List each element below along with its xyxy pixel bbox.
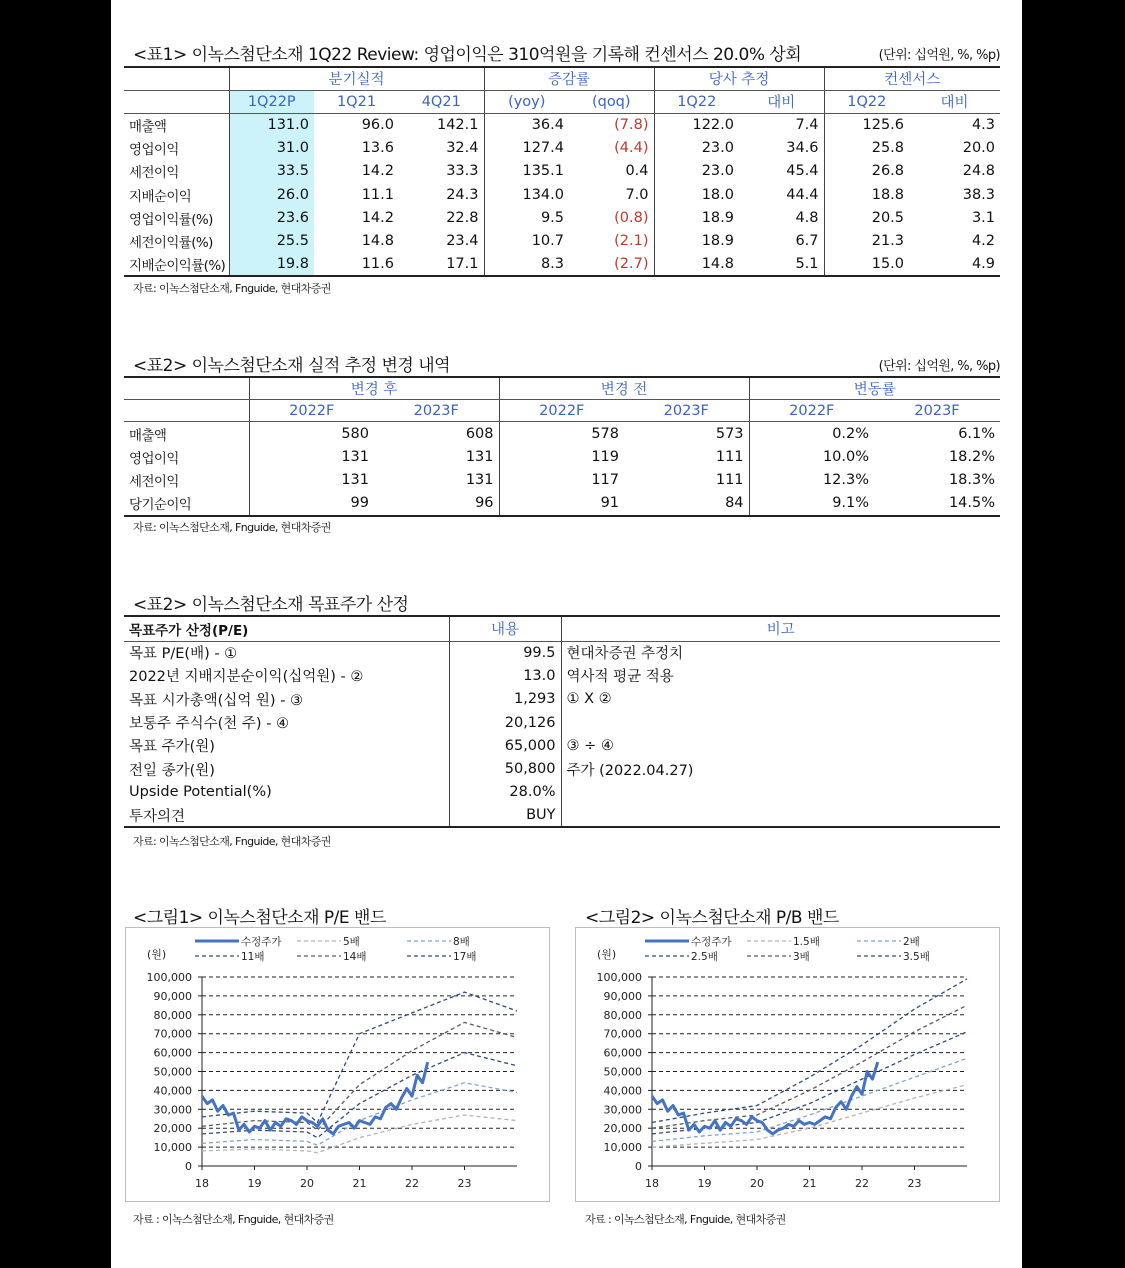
table-cell: 84 bbox=[725, 495, 744, 512]
table1-col-header: 4Q21 bbox=[399, 90, 484, 113]
table-cell: 38.3 bbox=[962, 186, 996, 203]
y-tick-label: 20,000 bbox=[153, 1122, 192, 1136]
table1-unit: (단위: 십억원, %, %p) bbox=[878, 48, 1000, 63]
table-cell: 125.6 bbox=[824, 113, 909, 136]
row-label: 세전이익률(%) bbox=[129, 235, 213, 252]
table3-title: <표2> 이녹스첨단소재 목표주가 산정 bbox=[133, 595, 409, 615]
y-tick-label: 50,000 bbox=[153, 1065, 192, 1079]
table-cell: 10.7 bbox=[484, 229, 569, 252]
table-cell: 131 bbox=[249, 469, 374, 493]
row-label: 영업이익률(%) bbox=[129, 211, 213, 228]
x-tick-label: 20 bbox=[750, 1177, 764, 1190]
table2-col-header: 2023F bbox=[874, 400, 1000, 422]
table2-col-header: 2023F bbox=[374, 400, 499, 422]
table-row bbox=[124, 206, 1000, 229]
y-tick-label: 90,000 bbox=[153, 989, 192, 1003]
pe-band-chart bbox=[125, 927, 550, 1202]
table-cell: 4.9 bbox=[971, 255, 996, 272]
table-cell: 4.2 bbox=[971, 233, 996, 250]
table-cell: 18.0 bbox=[654, 183, 739, 206]
table-cell: 45.4 bbox=[786, 163, 819, 180]
table2-unit: (단위: 십억원, %, %p) bbox=[878, 359, 1000, 374]
legend-label: 3.5배 bbox=[903, 951, 930, 963]
table-cell: 131.0 bbox=[229, 113, 314, 136]
table1-corner bbox=[124, 67, 229, 90]
row-label: 보통주 주식수(천 주) - ④ bbox=[129, 716, 290, 733]
row-note: 역사적 평균 적용 bbox=[561, 664, 1000, 687]
table1-source: 자료: 이녹스첨단소재, Fnguide, 현대차증권 bbox=[133, 282, 331, 295]
table1-corner bbox=[124, 90, 229, 113]
table-cell: 111 bbox=[715, 472, 744, 489]
table-cell: 18.9 bbox=[654, 206, 739, 229]
y-tick-label: 80,000 bbox=[603, 1008, 642, 1022]
table-row bbox=[124, 229, 1000, 252]
table-cell: 91 bbox=[499, 492, 624, 516]
table2-source: 자료: 이녹스첨단소재, Fnguide, 현대차증권 bbox=[133, 521, 331, 534]
y-tick-label: 30,000 bbox=[603, 1103, 642, 1117]
row-value: 1,293 bbox=[449, 688, 561, 711]
table1-col-header: (yoy) bbox=[484, 90, 569, 113]
table2 bbox=[124, 376, 1000, 517]
table-cell: 17.1 bbox=[446, 255, 479, 272]
table-cell: 24.3 bbox=[446, 186, 479, 203]
table-cell: 578 bbox=[499, 422, 624, 446]
table-cell: 8.3 bbox=[484, 253, 569, 276]
pb-band-chart bbox=[575, 927, 1000, 1202]
table-row bbox=[124, 183, 1000, 206]
table-cell: 25.8 bbox=[824, 136, 909, 159]
row-label: 매출액 bbox=[129, 118, 167, 135]
y-tick-label: 10,000 bbox=[603, 1141, 642, 1155]
y-tick-label: 50,000 bbox=[603, 1065, 642, 1079]
table1-title: <표1> 이녹스첨단소재 1Q22 Review: 영업이익은 310억원을 기록해 컨센서스 20.0% 상회 bbox=[133, 45, 802, 65]
table-cell: (2.1) bbox=[614, 233, 649, 250]
table-cell: 11.1 bbox=[361, 186, 394, 203]
x-tick-label: 22 bbox=[405, 1177, 419, 1190]
row-note bbox=[561, 711, 1000, 734]
legend-label: 1.5배 bbox=[793, 936, 820, 948]
table-cell: 3.1 bbox=[971, 209, 996, 226]
row-label: 목표 시가총액(십억 원) - ③ bbox=[129, 692, 304, 709]
table1-group-header: 증감률 bbox=[484, 67, 654, 90]
table-cell: 99 bbox=[249, 492, 374, 516]
table-cell: 117 bbox=[499, 469, 624, 493]
table2-group-header: 변경 후 bbox=[249, 377, 499, 400]
x-tick-label: 18 bbox=[195, 1177, 209, 1190]
table3-header: 내용 bbox=[449, 616, 561, 641]
table-cell: 134.0 bbox=[484, 183, 569, 206]
y-tick-label: 0 bbox=[635, 1160, 642, 1173]
y-tick-label: 10,000 bbox=[153, 1141, 192, 1155]
y-axis-label: (원) bbox=[597, 948, 617, 961]
table-cell: 6.7 bbox=[795, 233, 819, 250]
table-cell: 111 bbox=[715, 448, 744, 465]
table-cell: 135.1 bbox=[484, 160, 569, 183]
report-page bbox=[111, 0, 1022, 1268]
table-row bbox=[124, 664, 1000, 687]
x-tick-label: 22 bbox=[855, 1177, 869, 1190]
table-row bbox=[124, 253, 1000, 276]
row-label: 전일 종가(원) bbox=[129, 762, 215, 779]
table2-col-header: 2022F bbox=[249, 400, 374, 422]
table-cell: 608 bbox=[465, 425, 494, 442]
table-cell: 9.5 bbox=[484, 206, 569, 229]
table3-source: 자료: 이녹스첨단소재, Fnguide, 현대차증권 bbox=[133, 835, 331, 848]
row-value: 20,126 bbox=[449, 711, 561, 734]
table-cell: 21.3 bbox=[824, 229, 909, 252]
table-cell: 96 bbox=[475, 495, 494, 512]
table-cell: 25.5 bbox=[229, 229, 314, 252]
table-row bbox=[124, 113, 1000, 136]
table-cell: 9.1% bbox=[749, 492, 874, 516]
table-row bbox=[124, 711, 1000, 734]
table-cell: 18.3% bbox=[948, 472, 996, 489]
table-cell: 44.4 bbox=[786, 186, 819, 203]
table2-group-header: 변동률 bbox=[749, 377, 1000, 400]
table-cell: 23.0 bbox=[654, 136, 739, 159]
x-tick-label: 18 bbox=[645, 1177, 659, 1190]
table-row bbox=[124, 781, 1000, 804]
x-tick-label: 20 bbox=[300, 1177, 314, 1190]
y-tick-label: 0 bbox=[185, 1160, 192, 1173]
table-cell: 11.6 bbox=[361, 255, 394, 272]
chart2-title: <그림2> 이녹스첨단소재 P/B 밴드 bbox=[585, 908, 839, 928]
table1-col-header: 1Q22 bbox=[654, 90, 739, 113]
table-cell: 32.4 bbox=[446, 139, 479, 156]
table-row bbox=[124, 422, 1000, 446]
legend-label: 14배 bbox=[343, 951, 367, 963]
x-tick-label: 19 bbox=[697, 1177, 712, 1190]
table1-col-header: 대비 bbox=[909, 90, 1000, 113]
table-cell: 119 bbox=[499, 445, 624, 469]
row-label: 지배순이익 bbox=[129, 188, 192, 205]
table-cell: 96.0 bbox=[361, 116, 394, 133]
row-label: 영업이익 bbox=[129, 141, 179, 158]
table2-title: <표2> 이녹스첨단소재 실적 추정 변경 내역 bbox=[133, 356, 451, 376]
row-note: 현대차증권 추정치 bbox=[561, 641, 1000, 664]
row-value: 28.0% bbox=[449, 781, 561, 804]
row-label: 매출액 bbox=[129, 427, 167, 444]
row-label: 지배순이익률(%) bbox=[129, 257, 226, 274]
legend-label: 2.5배 bbox=[691, 951, 718, 963]
row-label: Upside Potential(%) bbox=[129, 784, 272, 801]
table-cell: 24.8 bbox=[962, 163, 996, 180]
row-value: 99.5 bbox=[449, 641, 561, 664]
y-tick-label: 40,000 bbox=[153, 1084, 192, 1098]
table-cell: 4.8 bbox=[795, 209, 819, 226]
table-cell: 26.0 bbox=[229, 183, 314, 206]
table-cell: 131 bbox=[249, 445, 374, 469]
y-tick-label: 100,000 bbox=[596, 971, 642, 984]
table3-header: 목표주가 산정(P/E) bbox=[129, 622, 249, 639]
table-cell: 6.1% bbox=[958, 425, 996, 442]
table-cell: 5.1 bbox=[795, 255, 819, 272]
table1-group-header: 컨센서스 bbox=[824, 67, 1000, 90]
x-tick-label: 23 bbox=[457, 1177, 472, 1190]
table-cell: 34.6 bbox=[786, 139, 819, 156]
y-tick-label: 60,000 bbox=[153, 1046, 192, 1060]
chart2-source: 자료 : 이녹스첨단소재, Fnguide, 현대차증권 bbox=[585, 1213, 786, 1226]
table-cell: 20.5 bbox=[824, 206, 909, 229]
table-cell: 14.5% bbox=[948, 495, 996, 512]
table-cell: 18.2% bbox=[948, 448, 996, 465]
table-cell: 15.0 bbox=[824, 253, 909, 276]
y-tick-label: 70,000 bbox=[153, 1027, 192, 1041]
y-tick-label: 70,000 bbox=[603, 1027, 642, 1041]
table1-col-header: (qoq) bbox=[569, 90, 654, 113]
x-tick-label: 21 bbox=[802, 1177, 817, 1190]
table1-group-header: 분기실적 bbox=[229, 67, 484, 90]
table-cell: 10.0% bbox=[749, 445, 874, 469]
table-cell: (7.8) bbox=[614, 116, 649, 133]
table1-col-header: 1Q22P bbox=[229, 90, 314, 113]
table-cell: 22.8 bbox=[446, 209, 479, 226]
y-tick-label: 40,000 bbox=[603, 1084, 642, 1098]
table1-col-header: 1Q21 bbox=[314, 90, 399, 113]
table-row bbox=[124, 734, 1000, 757]
table2-col-header: 2023F bbox=[624, 400, 749, 422]
table-cell: (2.7) bbox=[614, 255, 649, 272]
row-note bbox=[561, 781, 1000, 804]
table-cell: 18.9 bbox=[654, 229, 739, 252]
legend-label: 8배 bbox=[453, 936, 470, 948]
table-cell: 131 bbox=[465, 472, 494, 489]
table-row bbox=[124, 757, 1000, 780]
table-row bbox=[124, 641, 1000, 664]
table-cell: 127.4 bbox=[484, 136, 569, 159]
table2-col-header: 2022F bbox=[749, 400, 874, 422]
table-cell: 13.6 bbox=[361, 139, 394, 156]
row-value: 13.0 bbox=[449, 664, 561, 687]
table-cell: 14.2 bbox=[361, 209, 394, 226]
table-cell: 23.6 bbox=[229, 206, 314, 229]
legend-label: 수정주가 bbox=[691, 936, 732, 948]
table-cell: 23.0 bbox=[654, 160, 739, 183]
table-row bbox=[124, 492, 1000, 516]
table-cell: 14.8 bbox=[361, 233, 394, 250]
table1-col-header: 대비 bbox=[739, 90, 824, 113]
row-note: ① X ② bbox=[561, 688, 1000, 711]
row-value: 50,800 bbox=[449, 757, 561, 780]
table-cell: 33.5 bbox=[229, 160, 314, 183]
table-cell: 4.3 bbox=[971, 116, 996, 133]
row-note: ③ ÷ ④ bbox=[561, 734, 1000, 757]
table3-header: 비고 bbox=[561, 616, 1000, 641]
table-cell: 20.0 bbox=[962, 139, 996, 156]
table-cell: 26.8 bbox=[824, 160, 909, 183]
table-row bbox=[124, 445, 1000, 469]
table-cell: 580 bbox=[249, 422, 374, 446]
table-cell: 0.4 bbox=[625, 163, 649, 180]
row-label: 세전이익 bbox=[129, 474, 179, 491]
table-cell: (4.4) bbox=[614, 139, 649, 156]
row-label: 목표 P/E(배) - ① bbox=[129, 646, 238, 663]
table-cell: 122.0 bbox=[654, 113, 739, 136]
table-cell: 31.0 bbox=[229, 136, 314, 159]
table-row bbox=[124, 804, 1000, 827]
row-note: 주가 (2022.04.27) bbox=[561, 757, 1000, 780]
y-tick-label: 20,000 bbox=[603, 1122, 642, 1136]
y-tick-label: 30,000 bbox=[153, 1103, 192, 1117]
table3 bbox=[124, 615, 1000, 828]
table-cell: 0.2% bbox=[749, 422, 874, 446]
legend-label: 수정주가 bbox=[241, 936, 282, 948]
table2-corner bbox=[124, 400, 249, 422]
table-row bbox=[124, 136, 1000, 159]
table1-group-header: 당사 추정 bbox=[654, 67, 824, 90]
row-label: 2022년 지배지분순이익(십억원) - ② bbox=[129, 669, 364, 686]
y-tick-label: 100,000 bbox=[146, 971, 192, 984]
table-cell: 18.8 bbox=[824, 183, 909, 206]
table-row bbox=[124, 469, 1000, 493]
table-row bbox=[124, 688, 1000, 711]
row-value: 65,000 bbox=[449, 734, 561, 757]
table-cell: 33.3 bbox=[446, 163, 479, 180]
table-cell: 142.1 bbox=[436, 116, 479, 133]
table-cell: 36.4 bbox=[484, 113, 569, 136]
table-cell: 14.2 bbox=[361, 163, 394, 180]
table2-corner bbox=[124, 377, 249, 400]
y-tick-label: 90,000 bbox=[603, 989, 642, 1003]
legend-label: 2배 bbox=[903, 936, 920, 948]
y-axis-label: (원) bbox=[147, 948, 167, 961]
legend-label: 3배 bbox=[793, 951, 810, 963]
table-cell: 7.0 bbox=[625, 186, 649, 203]
x-tick-label: 21 bbox=[352, 1177, 367, 1190]
chart1-source: 자료 : 이녹스첨단소재, Fnguide, 현대차증권 bbox=[133, 1213, 334, 1226]
row-label: 영업이익 bbox=[129, 450, 179, 467]
table1-col-header: 1Q22 bbox=[824, 90, 909, 113]
table-row bbox=[124, 160, 1000, 183]
legend-label: 17배 bbox=[453, 951, 477, 963]
table-cell: 19.8 bbox=[229, 253, 314, 276]
x-tick-label: 19 bbox=[247, 1177, 262, 1190]
table1 bbox=[124, 66, 1000, 277]
row-label: 당기순이익 bbox=[129, 497, 192, 514]
row-label: 목표 주가(원) bbox=[129, 739, 215, 756]
table-cell: 12.3% bbox=[749, 469, 874, 493]
y-tick-label: 60,000 bbox=[603, 1046, 642, 1060]
legend-label: 11배 bbox=[241, 951, 265, 963]
table2-col-header: 2022F bbox=[499, 400, 624, 422]
table-cell: 7.4 bbox=[795, 116, 819, 133]
table-cell: 131 bbox=[465, 448, 494, 465]
table-cell: 14.8 bbox=[654, 253, 739, 276]
table-cell: 573 bbox=[715, 425, 744, 442]
row-label: 투자의견 bbox=[129, 808, 186, 825]
row-value: BUY bbox=[449, 804, 561, 827]
table2-group-header: 변경 전 bbox=[499, 377, 749, 400]
x-tick-label: 23 bbox=[907, 1177, 922, 1190]
chart1-title: <그림1> 이녹스첨단소재 P/E 밴드 bbox=[133, 908, 386, 928]
table-cell: (0.8) bbox=[614, 209, 649, 226]
row-label: 세전이익 bbox=[129, 165, 179, 182]
table-cell: 23.4 bbox=[446, 233, 479, 250]
y-tick-label: 80,000 bbox=[153, 1008, 192, 1022]
row-note bbox=[561, 804, 1000, 827]
legend-label: 5배 bbox=[343, 936, 360, 948]
